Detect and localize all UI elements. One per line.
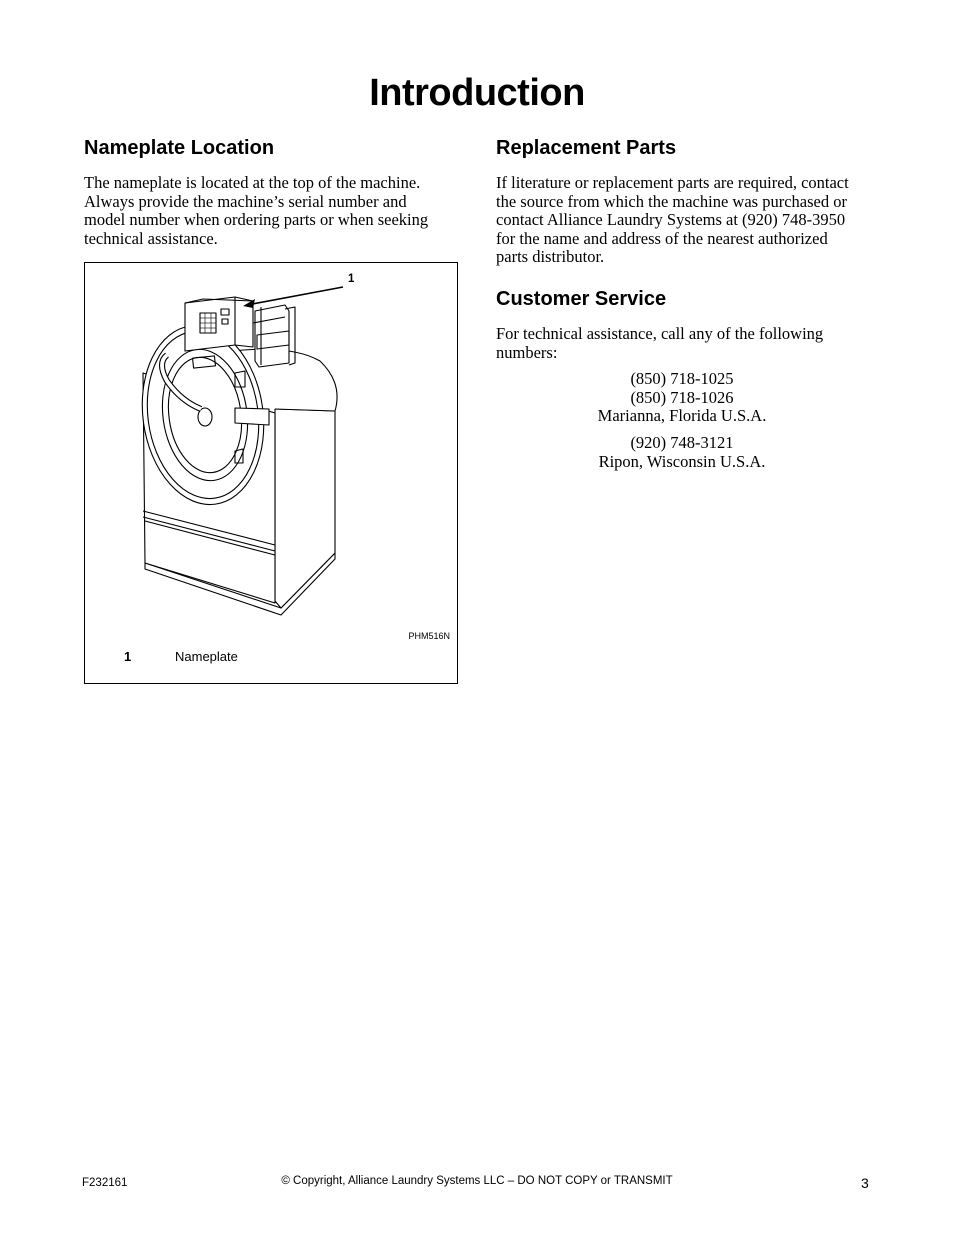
paragraph-line: Always provide the machine’s serial number and	[84, 191, 407, 211]
figure-code: PHM516N	[408, 631, 450, 641]
paragraph-line: the source from which the machine was purchased or	[496, 191, 847, 211]
customer-service-paragraph	[496, 325, 876, 362]
figure-legend-number: 1	[124, 649, 132, 664]
paragraph-line: technical assistance.	[84, 228, 218, 248]
page-title: Introduction	[369, 72, 585, 114]
phone-number: (850) 718-1025	[630, 369, 734, 389]
figure-legend-label: Nameplate	[175, 649, 238, 664]
paragraph-line: model number when ordering parts or when seeking	[84, 210, 429, 230]
phone-number: (920) 748-3121	[630, 432, 734, 452]
phone-number: (850) 718-1026	[630, 387, 734, 407]
nameplate-location-heading: Nameplate Location	[84, 137, 275, 159]
contact-location: Marianna, Florida U.S.A.	[597, 406, 767, 426]
paragraph-line: If literature or replacement parts are required, contact	[496, 173, 849, 192]
footer-doc-number: F232161	[82, 1177, 128, 1189]
footer-page-number: 3	[861, 1175, 869, 1191]
washer-extractor-illustration	[85, 263, 457, 683]
paragraph-line: parts distributor.	[496, 247, 605, 267]
nameplate-figure	[84, 262, 458, 684]
paragraph-line: numbers:	[496, 342, 558, 362]
contact-location: Ripon, Wisconsin U.S.A.	[598, 451, 766, 471]
customer-service-section	[496, 285, 876, 471]
paragraph-line: The nameplate is located at the top of the machine.	[84, 173, 421, 192]
footer-copyright: © Copyright, Alliance Laundry Systems LLC – DO NOT COPY or TRANSMIT	[281, 1175, 673, 1187]
left-column	[84, 134, 458, 248]
wisconsin-contact	[496, 434, 868, 471]
paragraph-line: For technical assistance, call any of the following	[496, 323, 824, 343]
paragraph-line: contact Alliance Laundry Systems at (920) 748-3950	[496, 210, 846, 230]
paragraph-line: for the name and address of the nearest authorized	[496, 228, 828, 248]
nameplate-location-paragraph	[84, 174, 458, 248]
replacement-parts-paragraph	[496, 174, 876, 267]
replacement-parts-heading: Replacement Parts	[496, 137, 677, 159]
florida-contact	[496, 370, 868, 426]
figure-callout-number: 1	[348, 273, 355, 285]
customer-service-heading: Customer Service	[496, 287, 667, 310]
right-column	[496, 134, 876, 471]
